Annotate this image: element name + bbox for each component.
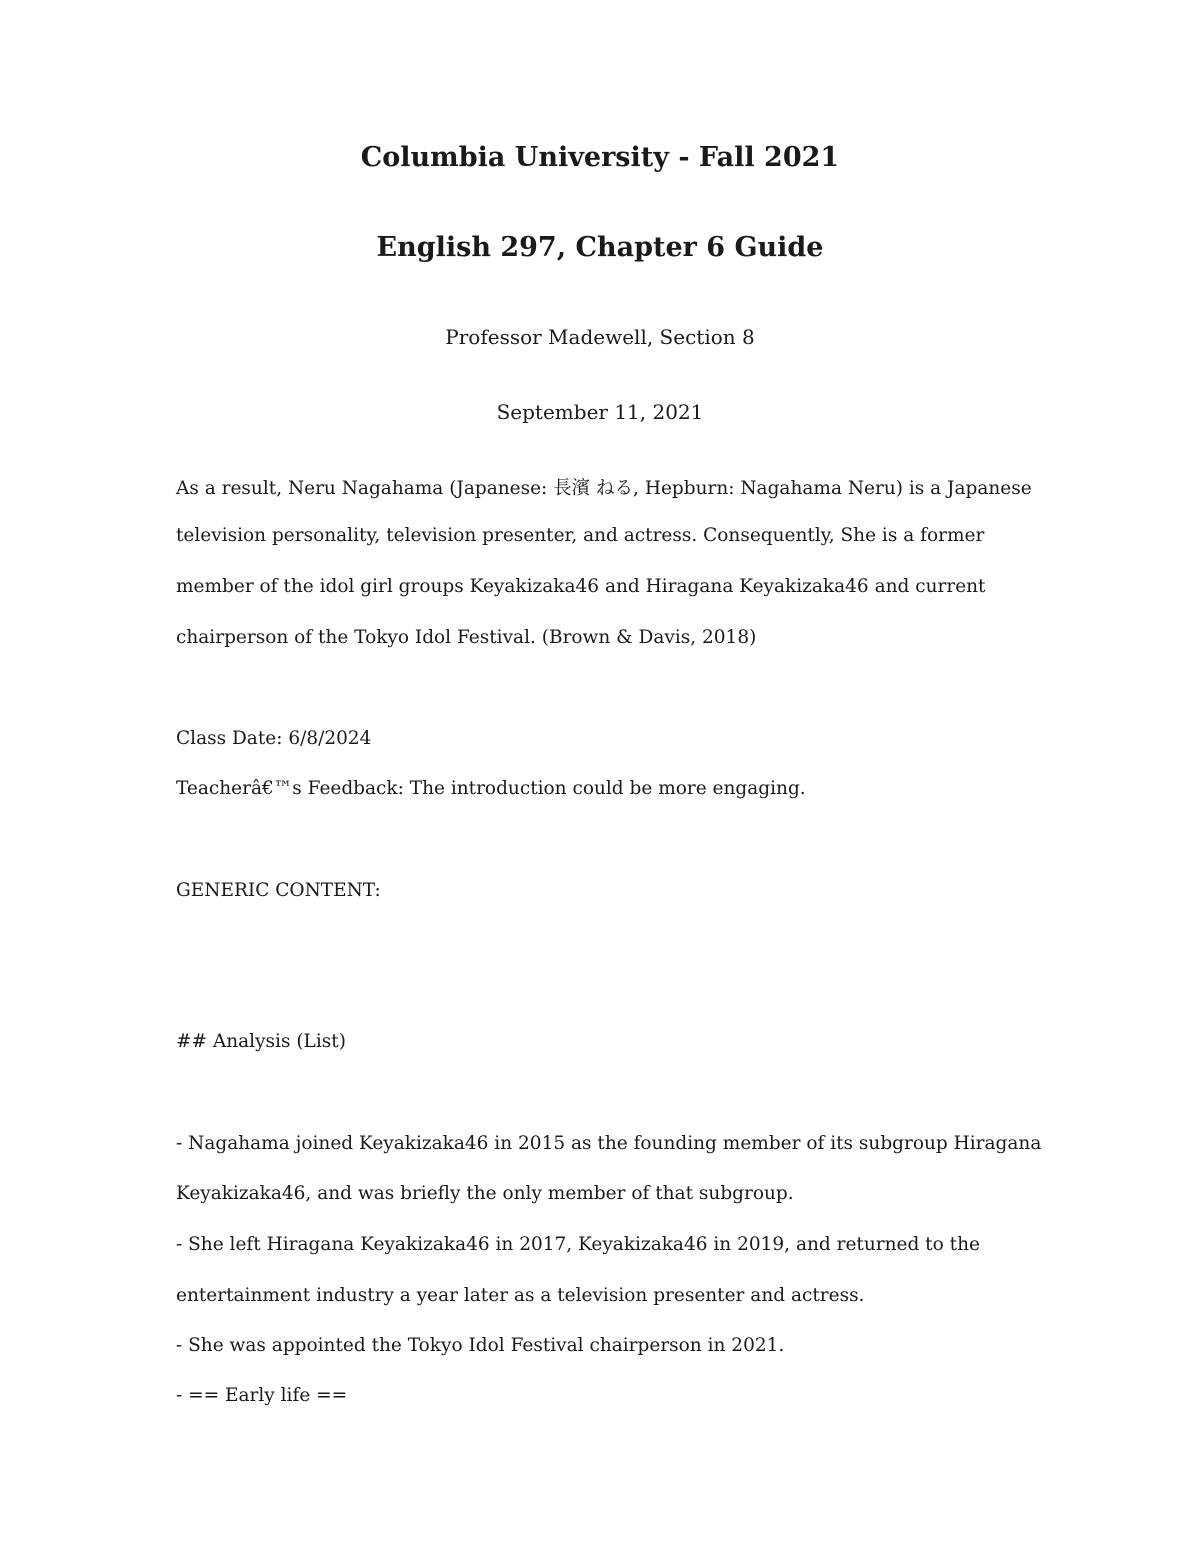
professor-line: Professor Madewell, Section 8 [445,325,755,349]
intro-line: television personality, television presenter, and actress. Consequently, She is a former [176,525,985,546]
course-title: English 297, Chapter 6 Guide [376,232,824,263]
analysis-heading: ## Analysis (List) [176,1031,346,1052]
class-date: Class Date: 6/8/2024 [176,728,372,749]
date-line: September 11, 2021 [496,400,704,424]
intro-line: member of the idol girl groups Keyakizaka46 and Hiragana Keyakizaka46 and current [176,576,986,597]
university-title: Columbia University - Fall 2021 [360,142,840,173]
intro-line: As a result, Neru Nagahama (Japanese: 長濱 ねる, Hepburn: Nagahama Neru) is a Japanese [176,478,1032,499]
list-item: - She was appointed the Tokyo Idol Festival chairperson in 2021. [176,1335,785,1356]
list-item: - Nagahama joined Keyakizaka46 in 2015 as the founding member of its subgroup Hiragana [176,1133,1042,1154]
list-item: - She left Hiragana Keyakizaka46 in 2017, Keyakizaka46 in 2019, and returned to the [176,1234,980,1255]
list-item: entertainment industry a year later as a television presenter and actress. [176,1285,865,1306]
list-item: - == Early life == [176,1385,348,1406]
list-item: Keyakizaka46, and was briefly the only member of that subgroup. [176,1183,794,1204]
generic-content-label: GENERIC CONTENT: [176,880,381,901]
intro-line: chairperson of the Tokyo Idol Festival. (Brown & Davis, 2018) [176,627,757,648]
teacher-feedback: Teacherâ€™s Feedback: The introduction could be more engaging. [176,778,806,799]
